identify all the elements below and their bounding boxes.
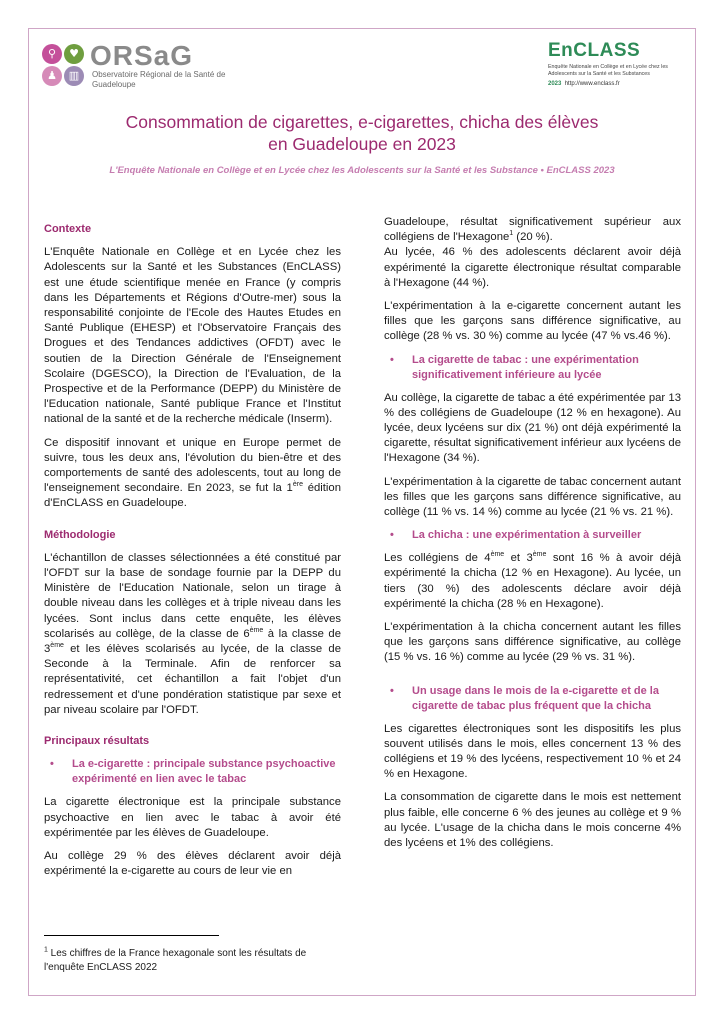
chart-icon: ▥ xyxy=(64,66,84,86)
paragraph-usage-1: Les cigarettes électroniques sont les dispositifs les plus souvent utilisés dans le mois, elles concernent 13 % des collégiens et 19 % des lycéens, respectivement 10 % et 24 % en Hexagone. xyxy=(384,722,681,781)
enclass-brand: EnCLASS xyxy=(548,40,641,61)
bullet-tabac: • La cigarette de tabac : une expérimentation significativement inférieure au lycée xyxy=(384,353,681,383)
bullet-chicha: • La chicha : une expérimentation à surveiller xyxy=(384,528,681,543)
heading-resultats: Principaux résultats xyxy=(44,735,150,748)
paragraph-tabac-1: Au collège, la cigarette de tabac a été expérimentée par 13 % des collégiens de Guadeloupe (12 % en hexagone). Au lycée, deux lycéens sur dix (21 %) ont déjà expérimenté la cigarette, résultat significativement inférieur aux lycéens de l'Hexagone (34 %). xyxy=(384,391,681,465)
orsag-logo-icons xyxy=(42,44,88,86)
bullet-dot: • xyxy=(390,353,394,366)
bullet-ecigarette: • La e-cigarette : principale substance psychoactive expérimenté en lien avec le tabac xyxy=(44,757,341,787)
page-subtitle: L'Enquête Nationale en Collège et en Lycée chez les Adolescents sur la Santé et les Substance • EnCLASS 2023 xyxy=(109,165,615,176)
paragraph-ecig-2: Au collège 29 % des élèves déclarent avoir déjà expérimenté la e-cigarette au cours de leur vie en xyxy=(44,849,341,878)
bullet-dot: • xyxy=(390,529,394,542)
bullet-dot: • xyxy=(50,758,54,771)
heading-contexte: Contexte xyxy=(44,223,92,235)
paragraph-right-1: Guadeloupe, résultat significativement supérieur aux collégiens de l'Hexagone$^1$ (20 %). xyxy=(384,216,681,244)
footnote: $^1$ Les chiffres de la France hexagonale sont les résultats de l'enquête EnCLASS 2022 xyxy=(44,946,307,973)
paragraph-ecig-1: La cigarette électronique est la principale substance psychoactive en lien avec le tabac à avoir été expérimentée par les élèves de Guadeloupe. xyxy=(44,796,341,839)
bullet-dot: • xyxy=(390,684,394,697)
paragraph-right-2: Au lycée, 46 % des adolescents déclarent avoir déjà expérimenté la cigarette électronique résultat comparable à l'Hexagone (44 %). xyxy=(384,246,681,289)
people-icon: ♟ xyxy=(42,66,62,86)
paragraph-right-3: L'expérimentation à la e-cigarette concernent autant les filles que les garçons sans différence significative, au collège (28 % vs. 30 %) comme au lycée (47 % vs.46 %). xyxy=(384,300,681,343)
paragraph-chicha-2: L'expérimentation à la chicha concernent autant les filles que les garçons sans différence significative, au collège (15 % vs. 16 %) comme au lycée (29 % vs. 31 %). xyxy=(384,621,681,664)
footnote-separator xyxy=(44,935,219,936)
right-column xyxy=(384,215,681,859)
orsag-logo xyxy=(42,40,226,92)
enclass-year-url xyxy=(548,81,676,87)
enclass-year: 2023 xyxy=(548,81,562,87)
title-line-2: en Guadeloupe en 2023 xyxy=(268,134,456,154)
enclass-logo xyxy=(548,40,676,96)
magnifier-icon: ⚲ xyxy=(42,44,62,64)
page-title xyxy=(60,111,664,155)
paragraph-chicha-1: Les collégiens de 4ème et 3ème sont 16 % à avoir déjà expérimenté la chicha (12 % en Hexagone). Au lycée, un tiers (30 %) des adolescents déclare avoir déjà expérimenté la chicha (28 % en Hexagone). xyxy=(384,551,682,610)
orsag-brand: ORSaG xyxy=(90,40,194,71)
enclass-description: Enquête Nationale en Collège et en Lycée chez les Adolescents sur la Santé et les Substances xyxy=(548,64,668,77)
title-line-1: Consommation de cigarettes, e-cigarettes, chicha des élèves xyxy=(125,112,599,132)
paragraph-contexte-2: Ce dispositif innovant et unique en Europe permet de suivre, tous les deux ans, l'évolution du bien-être et des comportements de santé des adolescents, tout au long de l'enseignement secondaire. En 2023, se fut la 1ère édition d'EnCLASS en Guadeloupe. xyxy=(44,436,341,510)
orsag-subtitle: Observatoire Régional de la Santé de Guadeloupe xyxy=(92,70,226,89)
left-column xyxy=(44,222,341,887)
paragraph-methodologie: L'échantillon de classes sélectionnées a été constitué par l'OFDT sur la base de sondage fournie par la DEPP du Ministère de l'Education Nationale, selon un tirage à double niveau dans les collèges et à triple niveau dans les lycées. Sont inclus dans cette enquête, les élèves scolarisés au collège, de la classe de 6ème à la classe de 3ème et les élèves scolarisés au lycée, de la classe de Seconde à la Terminale. Afin de renforcer sa représentativité, cet échantillon a fait l'objet d'un redressement et d'une pondération statistique par sexe et par niveau scolaire par l'OFDT. xyxy=(44,551,342,716)
paragraph-contexte-1: L'Enquête Nationale en Collège et en Lycée chez les Adolescents sur la Santé et les Substances (EnCLASS) est une étude scientifique menée en France (y compris dans les Départements et Régions d'Outre-mer) sous la responsabilité conjointe de l'Ecole des Hautes Etudes en Santé Publique (EHESP) et l'Observatoire Français des Drogues et des Tendances addictives (OFDT) avec le soutien de la Direction Générale de l'Enseignement Scolaire (DGESCO), la Direction de l'Evaluation, de la Prospective et de la Performance (DEPP) du Ministère de l'Education nationale, Santé publique France et l'Institut national de la santé et de la recherche médicale (Inserm). xyxy=(44,246,341,426)
bullet-usage: • Un usage dans le mois de la e-cigarette et de la cigarette de tabac plus fréquent que la chicha xyxy=(384,684,681,714)
paragraph-tabac-2: L'expérimentation à la cigarette de tabac concernent autant les filles que les garçons sans différence significative, au collège (11 % vs. 14 %) comme au lycée (21 % vs. 21 %). xyxy=(384,475,681,519)
heading-methodologie: Méthodologie xyxy=(44,528,116,541)
heart-icon: ♥ xyxy=(64,44,84,64)
enclass-url: http://www.enclass.fr xyxy=(564,81,620,87)
paragraph-usage-2: La consommation de cigarette dans le mois est nettement plus faible, elle concerne 6 % des jeunes au collège et 9 % au lycée. L'usage de la chicha dans le mois concerne 4% des lycéens et 1% des collégiens. xyxy=(384,791,681,850)
